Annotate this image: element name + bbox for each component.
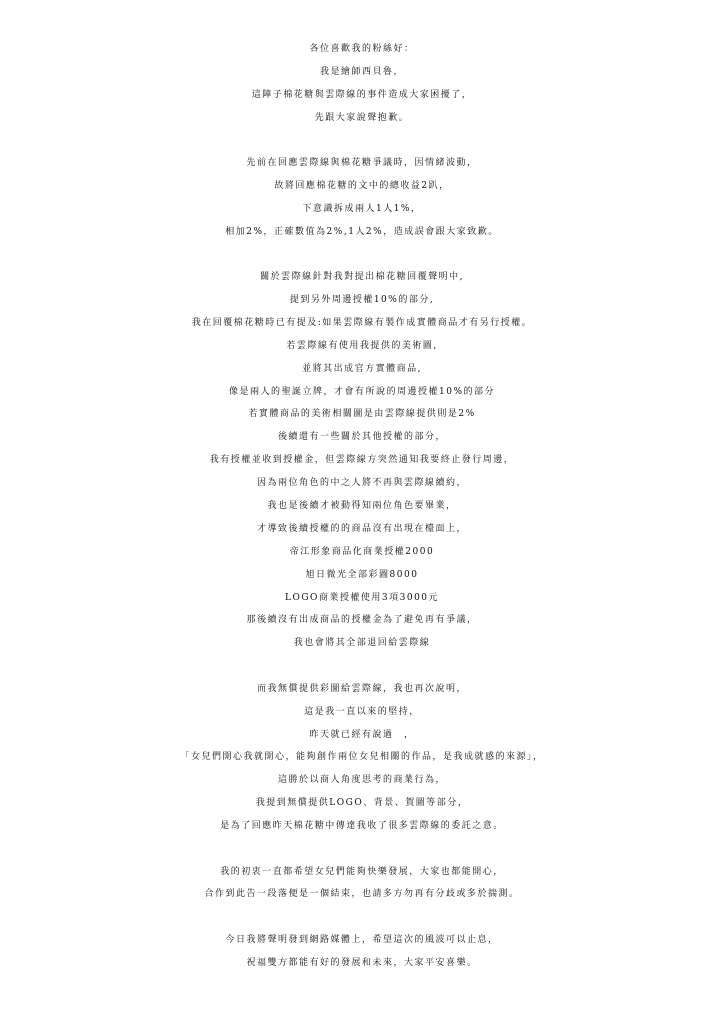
text-line: 才導致後續授權的的商品沒有出現在檯面上， [256, 523, 467, 534]
text-line: LOGO商業授權使用3項3000元 [284, 592, 440, 603]
paragraph-free-artwork [0, 678, 724, 838]
paragraph-intention [0, 861, 724, 907]
text-line: 後續還有一些關於其他授權的部分， [277, 432, 446, 443]
text-line: 若雲際線有使用我提供的美術圖, [286, 340, 438, 351]
text-line: 帝江形象商品化商業授權2000 [289, 546, 435, 557]
text-line: 先跟大家說聲抱歉。 [314, 112, 410, 123]
text-line: 今日我將聲明發到網路媒體上，希望這次的風波可以止息， [225, 934, 499, 945]
paragraph-licensing [0, 266, 724, 655]
text-line: 關於雲際線針對我對提出棉花糖回覆聲明中, [260, 272, 464, 283]
text-line: 我的初衷一直都希望女兒們能夠快樂發展，大家也都能開心， [220, 866, 504, 877]
text-line: 並將其出成官方實體商品, [302, 363, 422, 374]
text-line: 是為了回應昨天棉花糖中傳達我收了很多雲際線的委託之意。 [220, 821, 504, 832]
paragraph-correction [0, 152, 724, 244]
text-line: 我提到無償提供LOGO、背景、賀圖等部分， [255, 798, 469, 809]
text-line: 故將回應棉花糖的文中的總收益2趴， [274, 180, 450, 191]
text-line: 而我無償提供彩圖給雲際線，我也再次說明， [256, 683, 467, 694]
text-line: 提到另外周邊授權10%的部分, [289, 295, 435, 306]
text-line: 這陣子棉花糖與雲際線的事件造成大家困擾了， [251, 89, 473, 100]
text-line: 這勝於以商人角度思考的商業行為， [277, 775, 446, 786]
text-line: 下意識拆成兩人1人1%， [302, 203, 422, 214]
text-line: 我有授權並收到授權金，但雲際線方突然通知我要終止發行周邊， [209, 455, 515, 466]
text-line: 這是我一直以來的堅持， [304, 706, 420, 717]
text-line: 那後續沒有出成商品的授權金為了避免再有爭議， [246, 615, 478, 626]
text-line: 先前在回應雲際線與棉花糖爭議時，因情緒波動， [246, 158, 478, 169]
text-line: 祝福雙方都能有好的發展和未來，大家平安喜樂。 [246, 957, 478, 968]
text-line: 合作到此告一段落便是一個結束，也請多方勿再有分歧或多於揣測。 [204, 889, 520, 900]
text-line: 我是繪師西貝魯， [319, 66, 404, 77]
text-line: 我也會將其全部退回給雲際線 [293, 638, 431, 649]
text-line: 我在回覆棉花糖時已有提及:如果雲際線有製作成實體商品才有另行授權。 [191, 317, 533, 328]
text-line: 昨天就已經有說過 ， [309, 729, 415, 740]
paragraph-closing [0, 929, 724, 975]
text-line: 相加2%，正確數值為2%,1人2%，造成誤會跟大家致歉。 [225, 226, 499, 237]
text-line: 若實體商品的美術相關圖是由雲際線提供則是2% [248, 409, 476, 420]
paragraph-greeting [0, 38, 724, 130]
text-line: 像是兩人的聖誕立牌，才會有所說的周邊授權10%的部分 [228, 386, 495, 397]
text-line: 各位喜歡我的粉絲好： [309, 44, 415, 54]
statement-document [0, 38, 724, 997]
text-line: 旭日微光全部彩圖8000 [305, 569, 419, 580]
text-line: 「女兒們開心我就開心，能夠創作兩位女兒相關的作品，是我成就感的來源」， [180, 752, 544, 763]
text-line: 因為兩位角色的中之人將不再與雲際線續約， [256, 478, 467, 489]
text-line: 我也是後續才被動得知兩位角色要畢業， [267, 501, 457, 512]
